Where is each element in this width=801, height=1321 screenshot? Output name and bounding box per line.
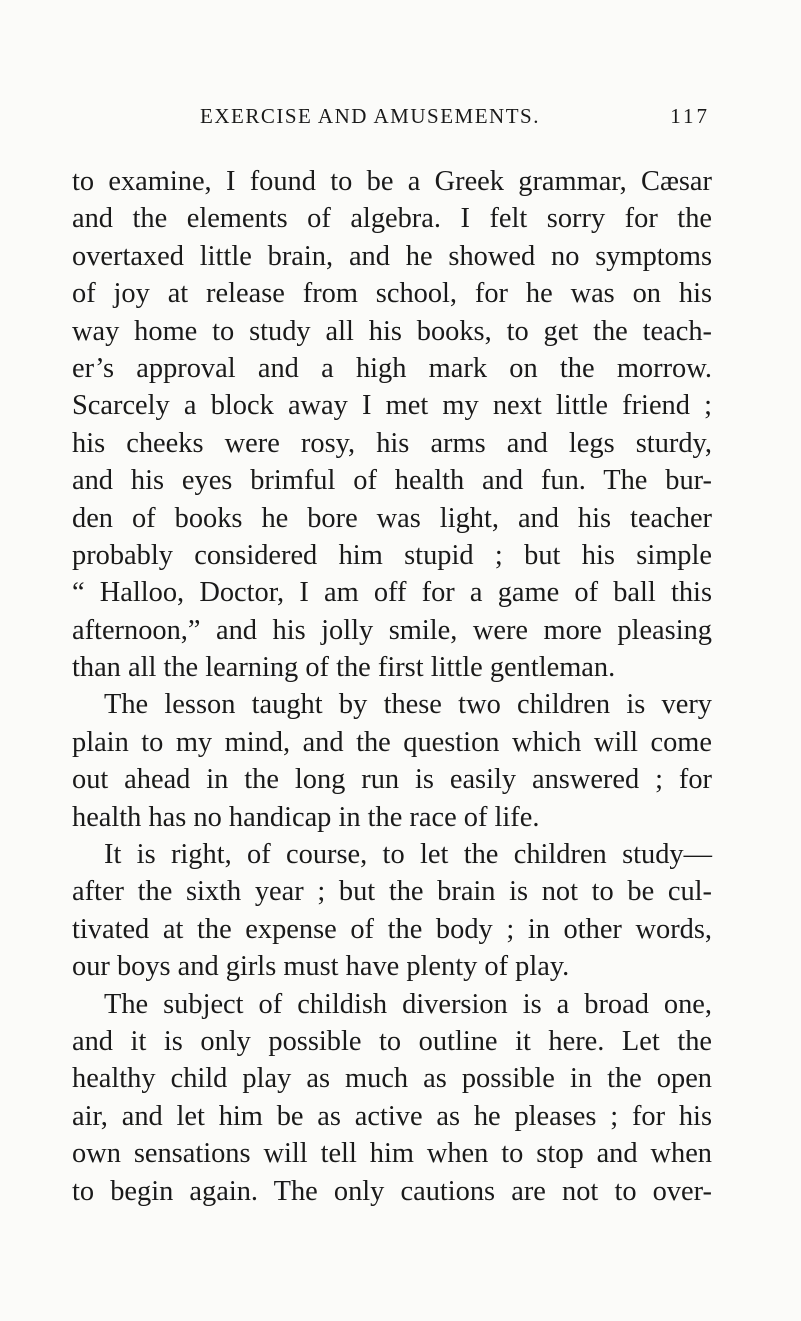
text-line: air, and let him be as active as he pleases ; for his <box>72 1100 712 1132</box>
text-line: It is right, of course, to let the children study— <box>104 839 712 871</box>
text-line: way home to study all his books, to get the teach- <box>72 315 712 347</box>
text-line: after the sixth year ; but the brain is not to be cul- <box>72 876 712 908</box>
text-line: to examine, I found to be a Greek grammar, Cæsar <box>72 166 712 197</box>
page-number: 117 <box>670 104 710 128</box>
text-line: plain to my mind, and the question which will come <box>72 726 712 758</box>
text-line: Scarcely a block away I met my next little friend ; <box>72 390 712 422</box>
text-line: The subject of childish diversion is a broad one, <box>104 988 712 1020</box>
text-line: and it is only possible to outline it here. Let the <box>72 1025 712 1057</box>
text-line: healthy child play as much as possible in the open <box>72 1063 712 1095</box>
text-line: to begin again. The only cautions are not to over- <box>72 1175 712 1207</box>
text-line: afternoon,” and his jolly smile, were more pleasing <box>72 614 712 646</box>
text-line: own sensations will tell him when to stop and when <box>72 1138 712 1170</box>
text-line: than all the learning of the first little gentleman. <box>72 652 616 684</box>
body-text <box>72 163 712 1210</box>
running-head-title: EXERCISE AND AMUSEMENTS. <box>200 104 540 128</box>
text-line: “ Halloo, Doctor, I am off for a game of ball this <box>72 577 712 609</box>
text-line: our boys and girls must have plenty of play. <box>72 951 570 983</box>
text-line: his cheeks were rosy, his arms and legs sturdy, <box>72 427 712 459</box>
text-line: and his eyes brimful of health and fun. The bur- <box>72 465 712 497</box>
text-line: probably considered him stupid ; but his simple <box>72 539 712 571</box>
text-line: den of books he bore was light, and his teacher <box>72 502 712 534</box>
text-line: The lesson taught by these two children is very <box>104 689 712 721</box>
text-line: out ahead in the long run is easily answered ; for <box>72 764 712 796</box>
text-line: overtaxed little brain, and he showed no symptoms <box>72 240 712 272</box>
text-line: of joy at release from school, for he was on his <box>72 278 712 310</box>
text-line: tivated at the expense of the body ; in other words, <box>72 913 712 945</box>
text-line: health has no handicap in the race of life. <box>72 801 540 833</box>
text-line: and the elements of algebra. I felt sorry for the <box>72 203 712 235</box>
text-line: er’s approval and a high mark on the morrow. <box>72 352 712 384</box>
